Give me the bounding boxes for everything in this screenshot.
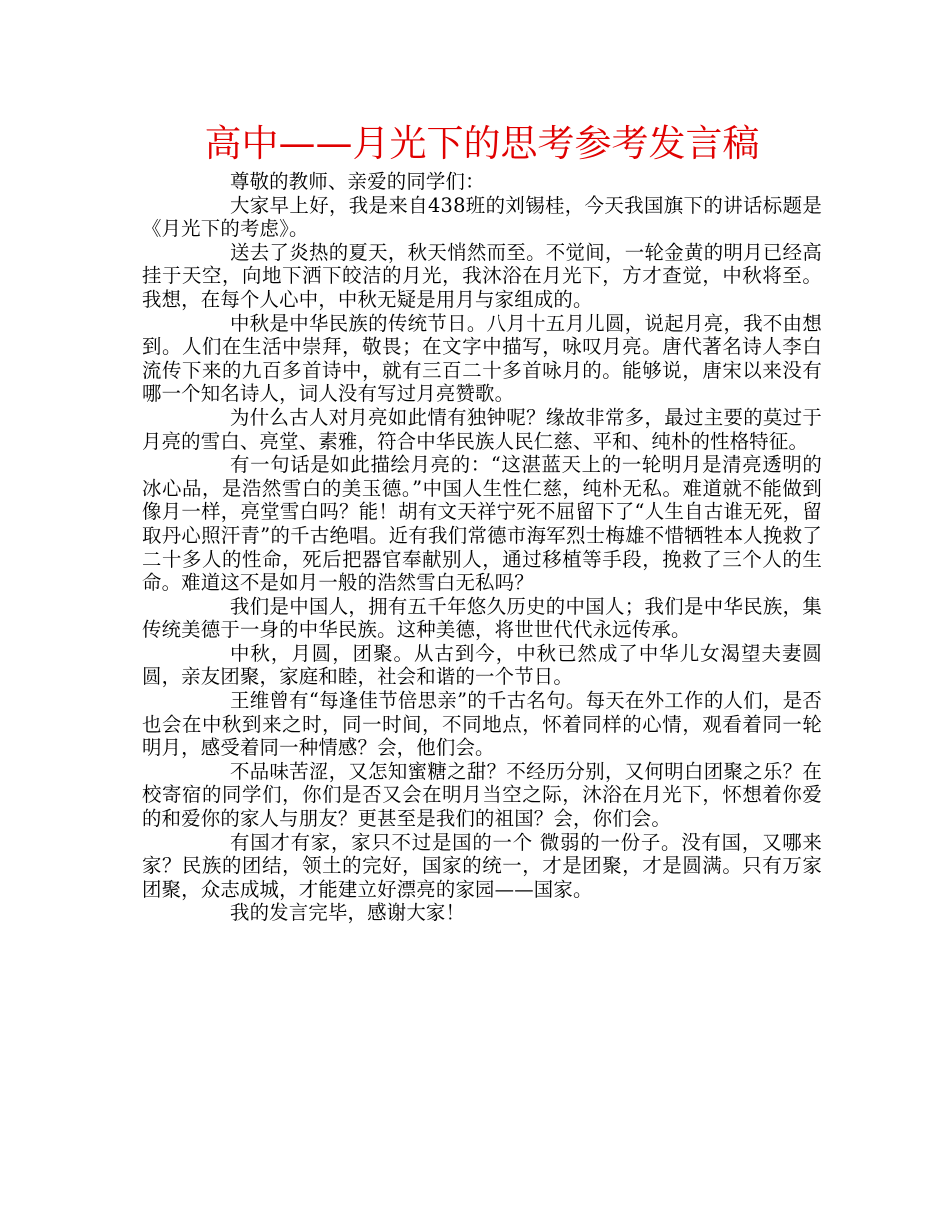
paragraph: 送去了炎热的夏天，秋天悄然而至。不觉间，一轮金黄的明月已经高挂于天空，向地下洒下皎洁的月光，我沐浴在月光下，方才查觉，中秋将至。我想，在每个人心中，中秋无疑是用月与家组成的。 [142, 240, 822, 311]
paragraph: 有国才有家，家只不过是国的一个 微弱的一份子。没有国，又哪来家？民族的团结，领土的完好，国家的统一，才是团聚，才是圆满。只有万家团聚，众志成城，才能建立好漂亮的家园——国家。 [142, 830, 822, 901]
paragraph: 王维曾有“每逢佳节倍思亲”的千古名句。每天在外工作的人们，是否也会在中秋到来之时，同一时间，不同地点，怀着同样的心情，观看着同一轮明月，感受着同一种情感？会，他们会。 [142, 689, 822, 760]
paragraph: 不品味苦涩，又怎知蜜糖之甜？不经历分别，又何明白团聚之乐？在校寄宿的同学们，你们是否又会在明月当空之际，沐浴在月光下，怀想着你爱的和爱你的家人与朋友？更甚至是我们的祖国？会，你们会。 [142, 759, 822, 831]
paragraph-closing: 我的发言完毕，感谢大家！ [230, 901, 466, 925]
document-title: 高中——月光下的思考参考发言稿 [204, 122, 760, 165]
document-page [142, 118, 822, 925]
document-body [142, 170, 822, 925]
paragraph-introduction: 大家早上好，我是来自438班的刘锡桂，今天我国旗下的讲话标题是《月光下的考虑》。 [142, 193, 822, 241]
paragraph: 我们是中国人，拥有五千年悠久历史的中国人；我们是中华民族，集传统美德于一身的中华民族。这种美德，将世世代代永远传承。 [142, 594, 822, 642]
paragraph-greeting: 尊敬的教师、亲爱的同学们： [230, 170, 485, 193]
paragraph: 中秋，月圆，团聚。从古到今，中秋已然成了中华儿女渴望夫妻圆圆，亲友团聚，家庭和睦，社会和谐的一个节日。 [142, 641, 822, 689]
paragraph: 为什么古人对月亮如此情有独钟呢？缘故非常多，最过主要的莫过于月亮的雪白、亮堂、素雅，符合中华民族人民仁慈、平和、纯朴的性格特征。 [142, 405, 822, 453]
paragraph: 有一句话是如此描绘月亮的：“这湛蓝天上的一轮明月是清亮透明的冰心品，是浩然雪白的美玉德。”中国人生性仁慈，纯朴无私。难道就不能做到像月一样，亮堂雪白吗？能！胡有文天祥宁死不屈留下了“人生自古谁无死，留取丹心照汗青”的千古绝唱。近有我们常德市海军烈士梅雄不惜牺牲本人挽救了二十多人的性命，死后把器官奉献别人，通过移植等手段，挽救了三个人的生命。难道这不是如月一般的浩然雪白无私吗？ [142, 453, 822, 595]
paragraph: 中秋是中华民族的传统节日。八月十五月儿圆，说起月亮，我不由想到。人们在生活中崇拜，敬畏；在文字中描写，咏叹月亮。唐代著名诗人李白流传下来的九百多首诗中，就有三百二十多首咏月的。能够说，唐宋以来没有哪一个知名诗人，词人没有写过月亮赞歌。 [142, 311, 822, 406]
